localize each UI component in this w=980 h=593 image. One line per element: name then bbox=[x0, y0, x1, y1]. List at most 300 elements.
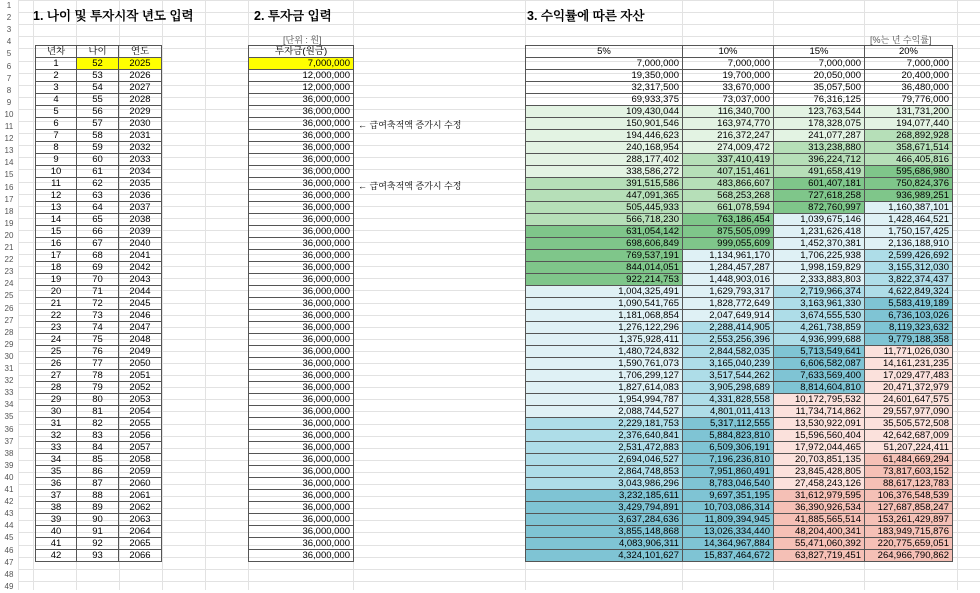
year-cell[interactable]: 2040 bbox=[119, 238, 162, 250]
investment-cell[interactable]: 36,000,000 bbox=[249, 130, 354, 142]
year-cell[interactable]: 2031 bbox=[119, 130, 162, 142]
asset-value-cell[interactable]: 29,557,977,090 bbox=[865, 406, 953, 418]
year-cell[interactable]: 2054 bbox=[119, 406, 162, 418]
year-cell[interactable]: 2026 bbox=[119, 70, 162, 82]
age-cell[interactable]: 85 bbox=[77, 454, 119, 466]
asset-value-cell[interactable]: 936,989,251 bbox=[865, 190, 953, 202]
investment-cell[interactable]: 36,000,000 bbox=[249, 370, 354, 382]
year-cell[interactable]: 2066 bbox=[119, 550, 162, 562]
asset-value-cell[interactable]: 1,276,122,296 bbox=[526, 322, 683, 334]
year-cell[interactable]: 2033 bbox=[119, 154, 162, 166]
asset-value-cell[interactable]: 491,658,419 bbox=[774, 166, 865, 178]
year-cell[interactable]: 2057 bbox=[119, 442, 162, 454]
age-cell[interactable]: 73 bbox=[77, 310, 119, 322]
asset-value-cell[interactable]: 150,901,546 bbox=[526, 118, 683, 130]
asset-value-cell[interactable]: 3,232,185,611 bbox=[526, 490, 683, 502]
year-index-cell[interactable]: 23 bbox=[36, 322, 77, 334]
asset-value-cell[interactable]: 844,014,051 bbox=[526, 262, 683, 274]
asset-value-cell[interactable]: 33,670,000 bbox=[683, 82, 774, 94]
asset-value-cell[interactable]: 241,077,287 bbox=[774, 130, 865, 142]
investment-cell[interactable]: 36,000,000 bbox=[249, 406, 354, 418]
asset-value-cell[interactable]: 447,091,365 bbox=[526, 190, 683, 202]
investment-cell[interactable]: 36,000,000 bbox=[249, 166, 354, 178]
year-index-cell[interactable]: 17 bbox=[36, 250, 77, 262]
asset-value-cell[interactable]: 268,892,928 bbox=[865, 130, 953, 142]
year-cell[interactable]: 2035 bbox=[119, 178, 162, 190]
year-index-cell[interactable]: 5 bbox=[36, 106, 77, 118]
age-cell[interactable]: 57 bbox=[77, 118, 119, 130]
year-cell[interactable]: 2029 bbox=[119, 106, 162, 118]
year-cell[interactable]: 2052 bbox=[119, 382, 162, 394]
investment-cell[interactable]: 36,000,000 bbox=[249, 394, 354, 406]
year-index-cell[interactable]: 37 bbox=[36, 490, 77, 502]
age-cell[interactable]: 90 bbox=[77, 514, 119, 526]
asset-value-cell[interactable]: 2,376,640,841 bbox=[526, 430, 683, 442]
asset-value-cell[interactable]: 5,317,112,555 bbox=[683, 418, 774, 430]
year-index-cell[interactable]: 12 bbox=[36, 190, 77, 202]
asset-value-cell[interactable]: 106,376,548,539 bbox=[865, 490, 953, 502]
asset-value-cell[interactable]: 4,936,999,688 bbox=[774, 334, 865, 346]
investment-cell[interactable]: 36,000,000 bbox=[249, 250, 354, 262]
asset-value-cell[interactable]: 1,160,387,101 bbox=[865, 202, 953, 214]
age-cell[interactable]: 79 bbox=[77, 382, 119, 394]
year-cell[interactable]: 2047 bbox=[119, 322, 162, 334]
asset-value-cell[interactable]: 4,324,101,627 bbox=[526, 550, 683, 562]
asset-value-cell[interactable]: 194,446,623 bbox=[526, 130, 683, 142]
asset-value-cell[interactable]: 483,866,607 bbox=[683, 178, 774, 190]
asset-value-cell[interactable]: 1,134,961,170 bbox=[683, 250, 774, 262]
asset-value-cell[interactable]: 7,951,860,491 bbox=[683, 466, 774, 478]
investment-cell[interactable]: 36,000,000 bbox=[249, 418, 354, 430]
asset-value-cell[interactable]: 35,057,500 bbox=[774, 82, 865, 94]
asset-value-cell[interactable]: 3,043,986,296 bbox=[526, 478, 683, 490]
year-index-cell[interactable]: 2 bbox=[36, 70, 77, 82]
investment-cell[interactable]: 36,000,000 bbox=[249, 190, 354, 202]
year-index-cell[interactable]: 27 bbox=[36, 370, 77, 382]
asset-value-cell[interactable]: 3,163,961,330 bbox=[774, 298, 865, 310]
age-cell[interactable]: 78 bbox=[77, 370, 119, 382]
year-index-cell[interactable]: 35 bbox=[36, 466, 77, 478]
age-cell[interactable]: 93 bbox=[77, 550, 119, 562]
year-cell[interactable]: 2055 bbox=[119, 418, 162, 430]
age-cell[interactable]: 80 bbox=[77, 394, 119, 406]
year-index-cell[interactable]: 41 bbox=[36, 538, 77, 550]
investment-cell[interactable]: 36,000,000 bbox=[249, 454, 354, 466]
investment-cell[interactable]: 12,000,000 bbox=[249, 70, 354, 82]
year-index-cell[interactable]: 11 bbox=[36, 178, 77, 190]
age-cell[interactable]: 56 bbox=[77, 106, 119, 118]
age-cell[interactable]: 82 bbox=[77, 418, 119, 430]
asset-value-cell[interactable]: 763,186,454 bbox=[683, 214, 774, 226]
age-cell[interactable]: 76 bbox=[77, 346, 119, 358]
year-index-cell[interactable]: 39 bbox=[36, 514, 77, 526]
asset-value-cell[interactable]: 20,703,851,135 bbox=[774, 454, 865, 466]
asset-value-cell[interactable]: 661,078,594 bbox=[683, 202, 774, 214]
asset-value-cell[interactable]: 3,905,298,689 bbox=[683, 382, 774, 394]
investment-cell[interactable]: 36,000,000 bbox=[249, 94, 354, 106]
year-cell[interactable]: 2037 bbox=[119, 202, 162, 214]
year-index-cell[interactable]: 30 bbox=[36, 406, 77, 418]
age-cell[interactable]: 72 bbox=[77, 298, 119, 310]
year-index-cell[interactable]: 21 bbox=[36, 298, 77, 310]
investment-cell[interactable]: 7,000,000 bbox=[249, 58, 354, 70]
year-index-cell[interactable]: 28 bbox=[36, 382, 77, 394]
asset-value-cell[interactable]: 41,885,565,514 bbox=[774, 514, 865, 526]
investment-cell[interactable]: 36,000,000 bbox=[249, 346, 354, 358]
investment-cell[interactable]: 36,000,000 bbox=[249, 262, 354, 274]
year-index-cell[interactable]: 3 bbox=[36, 82, 77, 94]
investment-cell[interactable]: 36,000,000 bbox=[249, 274, 354, 286]
year-index-cell[interactable]: 16 bbox=[36, 238, 77, 250]
asset-value-cell[interactable]: 4,801,011,413 bbox=[683, 406, 774, 418]
asset-value-cell[interactable]: 338,586,272 bbox=[526, 166, 683, 178]
asset-value-cell[interactable]: 264,966,790,862 bbox=[865, 550, 953, 562]
investment-cell[interactable]: 36,000,000 bbox=[249, 466, 354, 478]
asset-value-cell[interactable]: 1,590,761,073 bbox=[526, 358, 683, 370]
year-index-cell[interactable]: 22 bbox=[36, 310, 77, 322]
asset-value-cell[interactable]: 9,697,351,195 bbox=[683, 490, 774, 502]
year-index-cell[interactable]: 18 bbox=[36, 262, 77, 274]
asset-value-cell[interactable]: 6,736,103,026 bbox=[865, 310, 953, 322]
asset-value-cell[interactable]: 23,845,428,805 bbox=[774, 466, 865, 478]
asset-value-cell[interactable]: 1,706,225,938 bbox=[774, 250, 865, 262]
asset-value-cell[interactable]: 163,974,770 bbox=[683, 118, 774, 130]
asset-value-cell[interactable]: 4,083,906,311 bbox=[526, 538, 683, 550]
year-cell[interactable]: 2048 bbox=[119, 334, 162, 346]
year-cell[interactable]: 2051 bbox=[119, 370, 162, 382]
asset-value-cell[interactable]: 2,047,649,914 bbox=[683, 310, 774, 322]
asset-value-cell[interactable]: 63,827,719,451 bbox=[774, 550, 865, 562]
year-cell[interactable]: 2064 bbox=[119, 526, 162, 538]
asset-value-cell[interactable]: 3,155,312,030 bbox=[865, 262, 953, 274]
age-cell[interactable]: 71 bbox=[77, 286, 119, 298]
asset-value-cell[interactable]: 3,517,544,262 bbox=[683, 370, 774, 382]
asset-value-cell[interactable]: 288,177,402 bbox=[526, 154, 683, 166]
asset-value-cell[interactable]: 79,776,000 bbox=[865, 94, 953, 106]
asset-value-cell[interactable]: 240,168,954 bbox=[526, 142, 683, 154]
asset-value-cell[interactable]: 15,837,464,672 bbox=[683, 550, 774, 562]
year-index-cell[interactable]: 36 bbox=[36, 478, 77, 490]
age-cell[interactable]: 54 bbox=[77, 82, 119, 94]
asset-value-cell[interactable]: 1,828,772,649 bbox=[683, 298, 774, 310]
asset-value-cell[interactable]: 1,231,626,418 bbox=[774, 226, 865, 238]
year-index-cell[interactable]: 9 bbox=[36, 154, 77, 166]
asset-value-cell[interactable]: 20,400,000 bbox=[865, 70, 953, 82]
asset-value-cell[interactable]: 2,844,582,035 bbox=[683, 346, 774, 358]
year-cell[interactable]: 2038 bbox=[119, 214, 162, 226]
asset-value-cell[interactable]: 595,686,980 bbox=[865, 166, 953, 178]
asset-value-cell[interactable]: 51,207,224,411 bbox=[865, 442, 953, 454]
asset-value-cell[interactable]: 88,617,123,783 bbox=[865, 478, 953, 490]
investment-cell[interactable]: 36,000,000 bbox=[249, 514, 354, 526]
asset-value-cell[interactable]: 8,814,604,810 bbox=[774, 382, 865, 394]
asset-value-cell[interactable]: 396,224,712 bbox=[774, 154, 865, 166]
year-cell[interactable]: 2049 bbox=[119, 346, 162, 358]
year-index-cell[interactable]: 33 bbox=[36, 442, 77, 454]
asset-value-cell[interactable]: 1,448,903,016 bbox=[683, 274, 774, 286]
investment-cell[interactable]: 36,000,000 bbox=[249, 358, 354, 370]
asset-value-cell[interactable]: 11,771,026,030 bbox=[865, 346, 953, 358]
asset-value-cell[interactable]: 872,760,997 bbox=[774, 202, 865, 214]
investment-cell[interactable]: 36,000,000 bbox=[249, 238, 354, 250]
age-cell[interactable]: 58 bbox=[77, 130, 119, 142]
investment-cell[interactable]: 36,000,000 bbox=[249, 142, 354, 154]
asset-value-cell[interactable]: 875,505,099 bbox=[683, 226, 774, 238]
asset-value-cell[interactable]: 1,827,614,083 bbox=[526, 382, 683, 394]
asset-value-cell[interactable]: 24,601,647,575 bbox=[865, 394, 953, 406]
asset-value-cell[interactable]: 48,204,400,341 bbox=[774, 526, 865, 538]
asset-value-cell[interactable]: 2,719,966,374 bbox=[774, 286, 865, 298]
asset-value-cell[interactable]: 7,196,236,810 bbox=[683, 454, 774, 466]
year-cell[interactable]: 2061 bbox=[119, 490, 162, 502]
year-index-cell[interactable]: 24 bbox=[36, 334, 77, 346]
year-cell[interactable]: 2058 bbox=[119, 454, 162, 466]
year-cell[interactable]: 2063 bbox=[119, 514, 162, 526]
asset-value-cell[interactable]: 769,537,191 bbox=[526, 250, 683, 262]
asset-value-cell[interactable]: 9,779,188,358 bbox=[865, 334, 953, 346]
asset-value-cell[interactable]: 568,253,268 bbox=[683, 190, 774, 202]
asset-value-cell[interactable]: 566,718,230 bbox=[526, 214, 683, 226]
asset-value-cell[interactable]: 216,372,247 bbox=[683, 130, 774, 142]
year-index-cell[interactable]: 26 bbox=[36, 358, 77, 370]
age-cell[interactable]: 81 bbox=[77, 406, 119, 418]
year-cell[interactable]: 2025 bbox=[119, 58, 162, 70]
age-cell[interactable]: 67 bbox=[77, 238, 119, 250]
age-cell[interactable]: 69 bbox=[77, 262, 119, 274]
asset-value-cell[interactable]: 5,713,549,641 bbox=[774, 346, 865, 358]
asset-value-cell[interactable]: 11,734,714,862 bbox=[774, 406, 865, 418]
asset-value-cell[interactable]: 1,039,675,146 bbox=[774, 214, 865, 226]
asset-value-cell[interactable]: 131,731,200 bbox=[865, 106, 953, 118]
age-cell[interactable]: 63 bbox=[77, 190, 119, 202]
asset-value-cell[interactable]: 1,004,325,491 bbox=[526, 286, 683, 298]
asset-value-cell[interactable]: 1,998,159,829 bbox=[774, 262, 865, 274]
asset-value-cell[interactable]: 2,136,188,910 bbox=[865, 238, 953, 250]
asset-value-cell[interactable]: 2,599,426,692 bbox=[865, 250, 953, 262]
asset-value-cell[interactable]: 2,088,744,527 bbox=[526, 406, 683, 418]
asset-value-cell[interactable]: 35,505,572,508 bbox=[865, 418, 953, 430]
investment-cell[interactable]: 36,000,000 bbox=[249, 106, 354, 118]
age-cell[interactable]: 53 bbox=[77, 70, 119, 82]
age-cell[interactable]: 92 bbox=[77, 538, 119, 550]
age-cell[interactable]: 59 bbox=[77, 142, 119, 154]
year-index-cell[interactable]: 42 bbox=[36, 550, 77, 562]
asset-value-cell[interactable]: 27,458,243,126 bbox=[774, 478, 865, 490]
asset-value-cell[interactable]: 73,817,603,152 bbox=[865, 466, 953, 478]
asset-value-cell[interactable]: 7,000,000 bbox=[865, 58, 953, 70]
asset-value-cell[interactable]: 2,553,256,396 bbox=[683, 334, 774, 346]
asset-value-cell[interactable]: 14,364,967,884 bbox=[683, 538, 774, 550]
asset-value-cell[interactable]: 505,445,933 bbox=[526, 202, 683, 214]
asset-value-cell[interactable]: 391,515,586 bbox=[526, 178, 683, 190]
year-cell[interactable]: 2042 bbox=[119, 262, 162, 274]
asset-value-cell[interactable]: 698,606,849 bbox=[526, 238, 683, 250]
investment-cell[interactable]: 36,000,000 bbox=[249, 298, 354, 310]
investment-cell[interactable]: 36,000,000 bbox=[249, 286, 354, 298]
asset-value-cell[interactable]: 2,333,883,803 bbox=[774, 274, 865, 286]
year-cell[interactable]: 2036 bbox=[119, 190, 162, 202]
year-cell[interactable]: 2039 bbox=[119, 226, 162, 238]
asset-value-cell[interactable]: 109,430,044 bbox=[526, 106, 683, 118]
year-cell[interactable]: 2027 bbox=[119, 82, 162, 94]
age-cell[interactable]: 66 bbox=[77, 226, 119, 238]
asset-value-cell[interactable]: 1,428,464,521 bbox=[865, 214, 953, 226]
asset-value-cell[interactable]: 727,618,258 bbox=[774, 190, 865, 202]
asset-value-cell[interactable]: 20,471,372,979 bbox=[865, 382, 953, 394]
asset-value-cell[interactable]: 5,884,823,810 bbox=[683, 430, 774, 442]
asset-value-cell[interactable]: 1,706,299,127 bbox=[526, 370, 683, 382]
investment-cell[interactable]: 36,000,000 bbox=[249, 526, 354, 538]
asset-value-cell[interactable]: 1,452,370,381 bbox=[774, 238, 865, 250]
age-cell[interactable]: 60 bbox=[77, 154, 119, 166]
asset-value-cell[interactable]: 116,340,700 bbox=[683, 106, 774, 118]
age-cell[interactable]: 61 bbox=[77, 166, 119, 178]
asset-value-cell[interactable]: 5,583,419,189 bbox=[865, 298, 953, 310]
year-cell[interactable]: 2050 bbox=[119, 358, 162, 370]
asset-value-cell[interactable]: 3,855,148,868 bbox=[526, 526, 683, 538]
investment-cell[interactable]: 36,000,000 bbox=[249, 490, 354, 502]
year-cell[interactable]: 2045 bbox=[119, 298, 162, 310]
year-index-cell[interactable]: 32 bbox=[36, 430, 77, 442]
asset-value-cell[interactable]: 1,629,793,317 bbox=[683, 286, 774, 298]
asset-value-cell[interactable]: 183,949,715,876 bbox=[865, 526, 953, 538]
year-cell[interactable]: 2062 bbox=[119, 502, 162, 514]
asset-value-cell[interactable]: 127,687,858,247 bbox=[865, 502, 953, 514]
asset-value-cell[interactable]: 1,375,928,411 bbox=[526, 334, 683, 346]
year-index-cell[interactable]: 31 bbox=[36, 418, 77, 430]
investment-cell[interactable]: 36,000,000 bbox=[249, 154, 354, 166]
asset-value-cell[interactable]: 1,284,457,287 bbox=[683, 262, 774, 274]
age-cell[interactable]: 89 bbox=[77, 502, 119, 514]
asset-value-cell[interactable]: 61,484,669,294 bbox=[865, 454, 953, 466]
asset-value-cell[interactable]: 7,633,569,400 bbox=[774, 370, 865, 382]
asset-value-cell[interactable]: 631,054,142 bbox=[526, 226, 683, 238]
age-cell[interactable]: 68 bbox=[77, 250, 119, 262]
investment-cell[interactable]: 36,000,000 bbox=[249, 118, 354, 130]
year-cell[interactable]: 2043 bbox=[119, 274, 162, 286]
asset-value-cell[interactable]: 601,407,181 bbox=[774, 178, 865, 190]
age-cell[interactable]: 75 bbox=[77, 334, 119, 346]
asset-value-cell[interactable]: 999,055,609 bbox=[683, 238, 774, 250]
age-cell[interactable]: 83 bbox=[77, 430, 119, 442]
asset-value-cell[interactable]: 1,750,157,425 bbox=[865, 226, 953, 238]
asset-value-cell[interactable]: 17,972,044,465 bbox=[774, 442, 865, 454]
age-cell[interactable]: 91 bbox=[77, 526, 119, 538]
asset-value-cell[interactable]: 1,480,724,832 bbox=[526, 346, 683, 358]
asset-value-cell[interactable]: 7,000,000 bbox=[526, 58, 683, 70]
asset-value-cell[interactable]: 2,288,414,905 bbox=[683, 322, 774, 334]
age-cell[interactable]: 62 bbox=[77, 178, 119, 190]
year-cell[interactable]: 2032 bbox=[119, 142, 162, 154]
year-cell[interactable]: 2059 bbox=[119, 466, 162, 478]
year-index-cell[interactable]: 13 bbox=[36, 202, 77, 214]
asset-value-cell[interactable]: 32,317,500 bbox=[526, 82, 683, 94]
investment-cell[interactable]: 12,000,000 bbox=[249, 82, 354, 94]
age-cell[interactable]: 55 bbox=[77, 94, 119, 106]
year-cell[interactable]: 2030 bbox=[119, 118, 162, 130]
year-cell[interactable]: 2065 bbox=[119, 538, 162, 550]
year-index-cell[interactable]: 20 bbox=[36, 286, 77, 298]
asset-value-cell[interactable]: 7,000,000 bbox=[774, 58, 865, 70]
asset-value-cell[interactable]: 2,694,046,527 bbox=[526, 454, 683, 466]
asset-value-cell[interactable]: 466,405,816 bbox=[865, 154, 953, 166]
investment-cell[interactable]: 36,000,000 bbox=[249, 334, 354, 346]
year-cell[interactable]: 2034 bbox=[119, 166, 162, 178]
year-index-cell[interactable]: 6 bbox=[36, 118, 77, 130]
year-index-cell[interactable]: 29 bbox=[36, 394, 77, 406]
asset-value-cell[interactable]: 313,238,880 bbox=[774, 142, 865, 154]
investment-cell[interactable]: 36,000,000 bbox=[249, 538, 354, 550]
investment-cell[interactable]: 36,000,000 bbox=[249, 442, 354, 454]
year-index-cell[interactable]: 7 bbox=[36, 130, 77, 142]
asset-value-cell[interactable]: 922,214,753 bbox=[526, 274, 683, 286]
year-cell[interactable]: 2046 bbox=[119, 310, 162, 322]
asset-value-cell[interactable]: 13,026,334,440 bbox=[683, 526, 774, 538]
asset-value-cell[interactable]: 3,822,374,437 bbox=[865, 274, 953, 286]
asset-value-cell[interactable]: 15,596,560,404 bbox=[774, 430, 865, 442]
asset-value-cell[interactable]: 8,783,046,540 bbox=[683, 478, 774, 490]
year-cell[interactable]: 2060 bbox=[119, 478, 162, 490]
asset-value-cell[interactable]: 10,703,086,314 bbox=[683, 502, 774, 514]
year-index-cell[interactable]: 25 bbox=[36, 346, 77, 358]
year-index-cell[interactable]: 8 bbox=[36, 142, 77, 154]
year-cell[interactable]: 2041 bbox=[119, 250, 162, 262]
asset-value-cell[interactable]: 73,037,000 bbox=[683, 94, 774, 106]
asset-value-cell[interactable]: 274,009,472 bbox=[683, 142, 774, 154]
age-cell[interactable]: 86 bbox=[77, 466, 119, 478]
asset-value-cell[interactable]: 3,165,040,239 bbox=[683, 358, 774, 370]
year-cell[interactable]: 2028 bbox=[119, 94, 162, 106]
year-cell[interactable]: 2056 bbox=[119, 430, 162, 442]
age-cell[interactable]: 84 bbox=[77, 442, 119, 454]
asset-value-cell[interactable]: 4,622,849,324 bbox=[865, 286, 953, 298]
year-index-cell[interactable]: 15 bbox=[36, 226, 77, 238]
asset-value-cell[interactable]: 42,642,687,009 bbox=[865, 430, 953, 442]
investment-cell[interactable]: 36,000,000 bbox=[249, 430, 354, 442]
asset-value-cell[interactable]: 10,172,795,532 bbox=[774, 394, 865, 406]
asset-value-cell[interactable]: 2,229,181,753 bbox=[526, 418, 683, 430]
age-cell[interactable]: 64 bbox=[77, 202, 119, 214]
age-cell[interactable]: 77 bbox=[77, 358, 119, 370]
asset-value-cell[interactable]: 178,328,075 bbox=[774, 118, 865, 130]
age-cell[interactable]: 52 bbox=[77, 58, 119, 70]
asset-value-cell[interactable]: 2,864,748,853 bbox=[526, 466, 683, 478]
asset-value-cell[interactable]: 153,261,429,897 bbox=[865, 514, 953, 526]
asset-value-cell[interactable]: 76,316,125 bbox=[774, 94, 865, 106]
investment-cell[interactable]: 36,000,000 bbox=[249, 202, 354, 214]
asset-value-cell[interactable]: 358,671,514 bbox=[865, 142, 953, 154]
year-index-cell[interactable]: 34 bbox=[36, 454, 77, 466]
investment-cell[interactable]: 36,000,000 bbox=[249, 382, 354, 394]
investment-cell[interactable]: 36,000,000 bbox=[249, 310, 354, 322]
asset-value-cell[interactable]: 3,637,284,636 bbox=[526, 514, 683, 526]
asset-value-cell[interactable]: 69,933,375 bbox=[526, 94, 683, 106]
asset-value-cell[interactable]: 220,775,659,051 bbox=[865, 538, 953, 550]
asset-value-cell[interactable]: 13,530,922,091 bbox=[774, 418, 865, 430]
asset-value-cell[interactable]: 4,261,738,859 bbox=[774, 322, 865, 334]
age-cell[interactable]: 74 bbox=[77, 322, 119, 334]
asset-value-cell[interactable]: 1,181,068,854 bbox=[526, 310, 683, 322]
asset-value-cell[interactable]: 36,480,000 bbox=[865, 82, 953, 94]
asset-value-cell[interactable]: 337,410,419 bbox=[683, 154, 774, 166]
asset-value-cell[interactable]: 123,763,544 bbox=[774, 106, 865, 118]
asset-value-cell[interactable]: 8,119,323,632 bbox=[865, 322, 953, 334]
asset-value-cell[interactable]: 55,471,060,392 bbox=[774, 538, 865, 550]
asset-value-cell[interactable]: 3,429,794,891 bbox=[526, 502, 683, 514]
asset-value-cell[interactable]: 19,350,000 bbox=[526, 70, 683, 82]
asset-value-cell[interactable]: 6,509,306,191 bbox=[683, 442, 774, 454]
asset-value-cell[interactable]: 2,531,472,883 bbox=[526, 442, 683, 454]
